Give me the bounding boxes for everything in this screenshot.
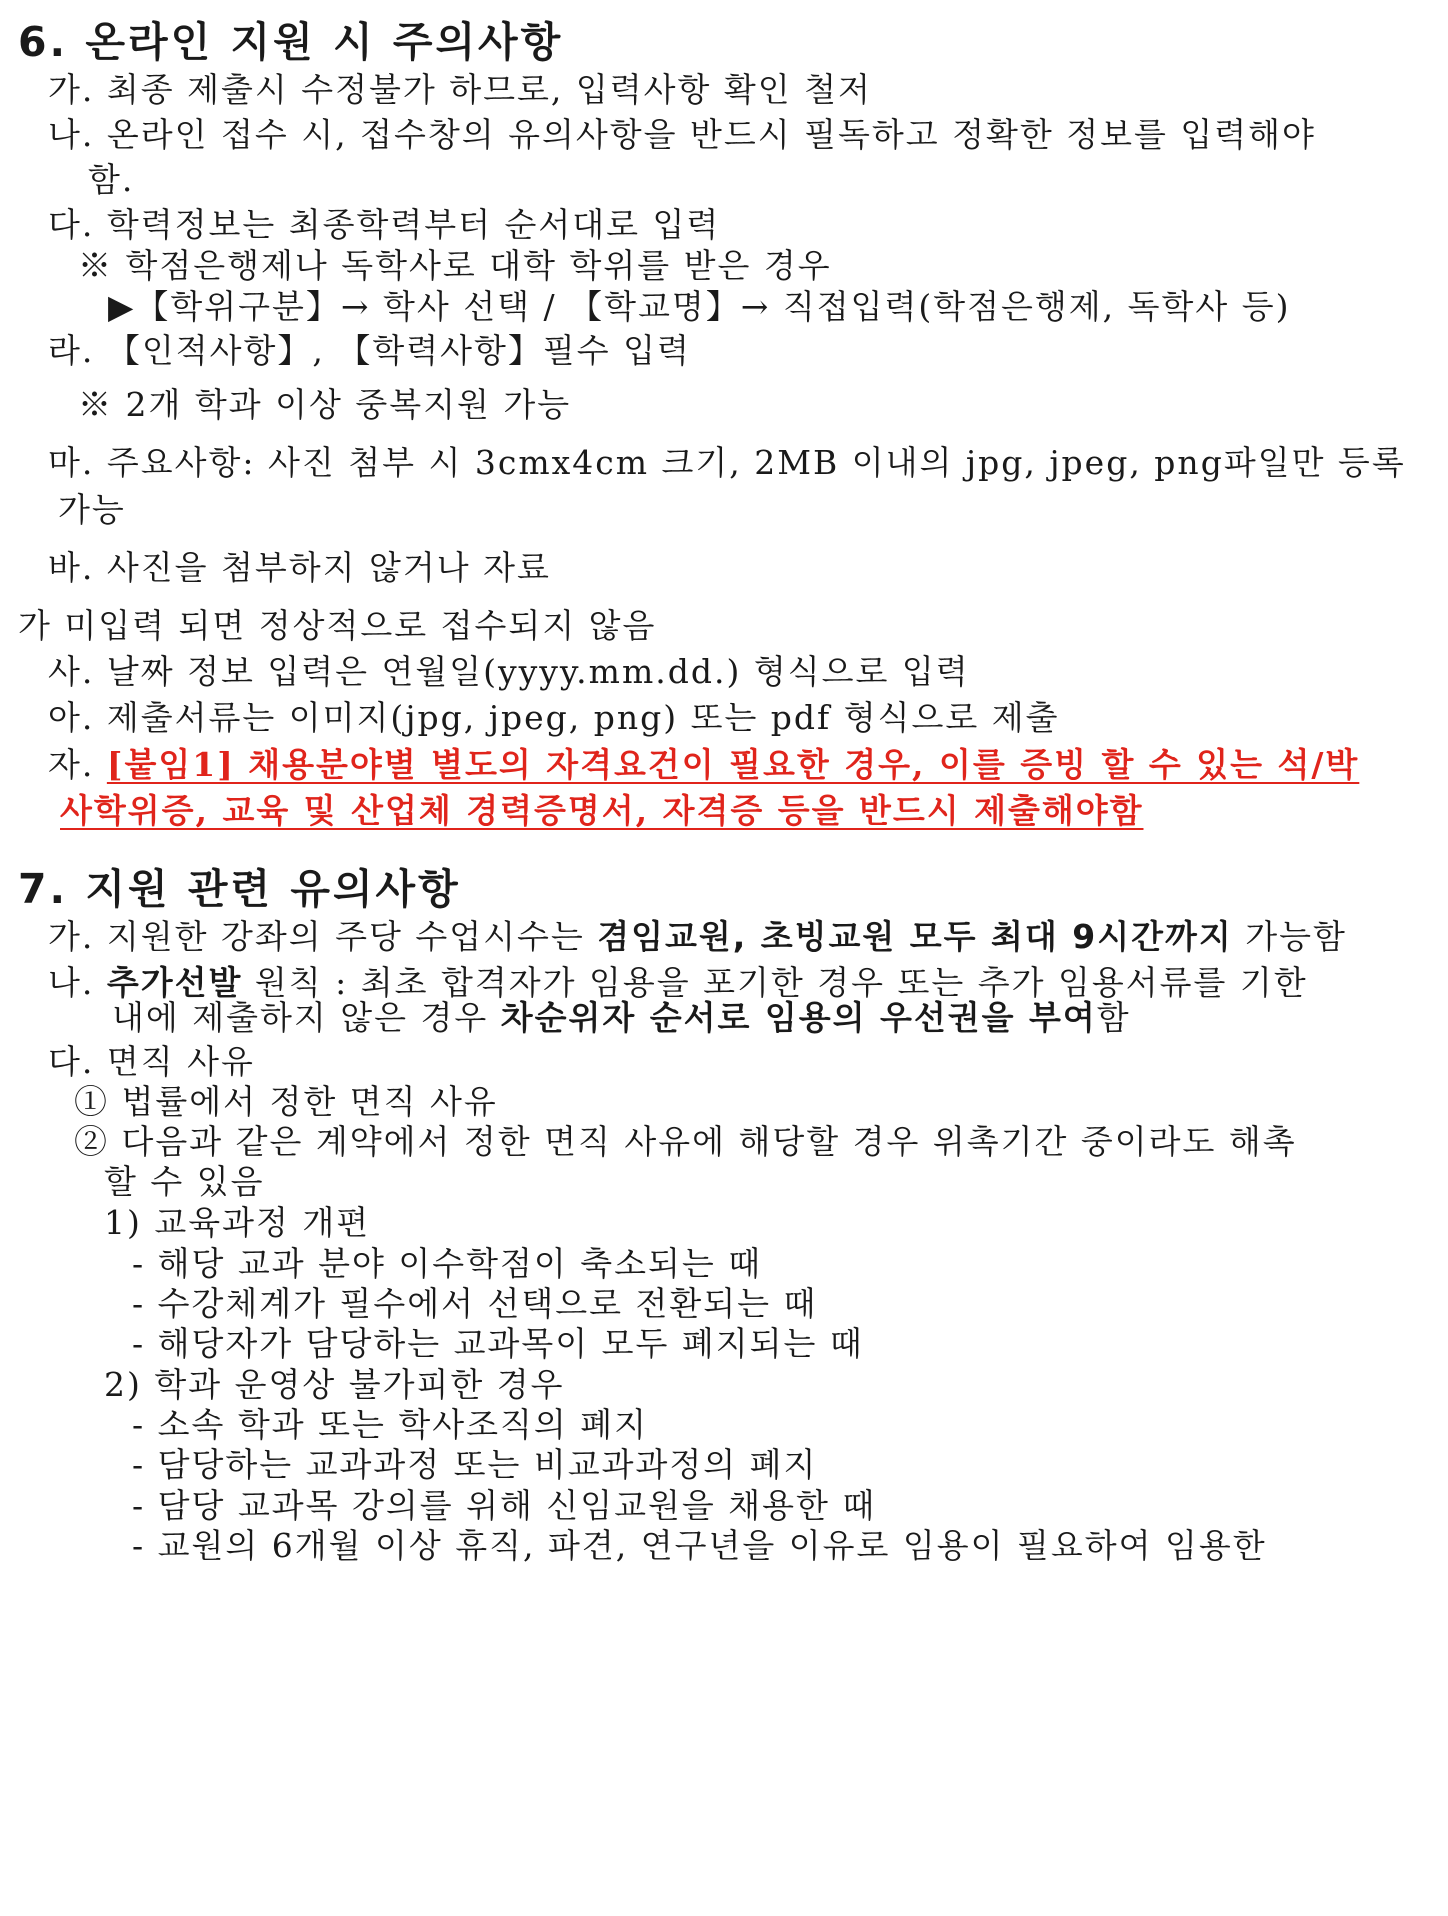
item-ra-note: ※ 2개 학과 이상 중복지원 가능 [78, 385, 572, 424]
section-6-title: 6. 온라인 지원 시 주의사항 [18, 18, 564, 66]
s7-sub1-a: - 해당 교과 분야 이수학점이 축소되는 때 [132, 1244, 763, 1283]
item-ra: 라. 【인적사항】, 【학력사항】필수 입력 [48, 331, 691, 370]
s7-sub2-b: - 담당하는 교과과정 또는 비교과과정의 폐지 [132, 1445, 818, 1484]
s7-sub1-b: - 수강체계가 필수에서 선택으로 전환되는 때 [132, 1284, 818, 1323]
s7-item-da: 다. 면직 사유 [48, 1042, 255, 1081]
item-ga: 가. 최종 제출시 수정불가 하므로, 입력사항 확인 철저 [48, 70, 872, 109]
s7-ga-bold: 겸임교원, 초빙교원 모두 최대 9시간까지 [597, 917, 1233, 956]
s7-sub1-c: - 해당자가 담당하는 교과목이 모두 폐지되는 때 [132, 1324, 864, 1363]
item-ba-line1: 바. 사진을 첨부하지 않거나 자료 [48, 548, 551, 587]
s7-na2-bold: 차순위자 순서로 임용의 우선권을 부여 [500, 998, 1097, 1037]
item-ma-line2: 가능 [58, 490, 126, 529]
s7-ga-tail: 가능함 [1232, 917, 1347, 956]
item-ja-highlight-2: 사학위증, 교육 및 산업체 경력증명서, 자격증 등을 반드시 제출해야함 [60, 791, 1144, 830]
item-ja-highlight-1: [붙임1] 채용분야별 별도의 자격요건이 필요한 경우, 이를 증빙 할 수 있는 석/박 [106, 745, 1360, 784]
s7-da-2-line1: ② 다음과 같은 계약에서 정한 면직 사유에 해당할 경우 위촉기간 중이라도 해촉 [74, 1122, 1297, 1161]
s7-sub2-title: 2) 학과 운영상 불가피한 경우 [104, 1365, 565, 1404]
s7-sub2-d: - 교원의 6개월 이상 휴직, 파견, 연구년을 이유로 임용이 필요하여 임용한 [132, 1526, 1267, 1565]
item-na-line1: 나. 온라인 접수 시, 접수창의 유의사항을 반드시 필독하고 정확한 정보를 입력해야 [48, 115, 1316, 154]
item-da: 다. 학력정보는 최종학력부터 순서대로 입력 [48, 205, 721, 244]
item-sa: 사. 날짜 정보 입력은 연월일(yyyy.mm.dd.) 형식으로 입력 [48, 652, 970, 691]
item-a: 아. 제출서류는 이미지(jpg, jpeg, png) 또는 pdf 형식으로 제출 [48, 698, 1060, 737]
s7-sub1-title: 1) 교육과정 개편 [104, 1203, 371, 1242]
s7-na2-text: 내에 제출하지 않은 경우 [112, 998, 501, 1037]
s7-da-2-line2: 할 수 있음 [104, 1162, 265, 1201]
item-da-note: ※ 학점은행제나 독학사로 대학 학위를 받은 경우 [78, 246, 832, 285]
s7-na2-tail: 함 [1096, 998, 1131, 1037]
s7-item-ga [48, 915, 1347, 959]
item-ja-line1 [48, 743, 1359, 787]
section-7-title: 7. 지원 관련 유의사항 [18, 865, 461, 913]
s7-ga-text: 가. 지원한 강좌의 주당 수업시수는 [48, 917, 598, 956]
item-ma-line1: 마. 주요사항: 사진 첨부 시 3cmx4cm 크기, 2MB 이내의 jpg, jpeg, png파일만 등록 [48, 443, 1406, 482]
item-da-note-detail: ▶【학위구분】→ 학사 선택 / 【학교명】→ 직접입력(학점은행제, 독학사 등) [108, 287, 1291, 326]
s7-da-1: ① 법률에서 정한 면직 사유 [74, 1082, 498, 1121]
s7-sub2-c: - 담당 교과목 강의를 위해 신임교원을 채용한 때 [132, 1486, 877, 1525]
s7-item-na-line2 [112, 996, 1131, 1040]
s7-na-bold: 추가선발 [106, 963, 243, 1002]
item-ba-line2: 가 미입력 되면 정상적으로 접수되지 않음 [18, 606, 657, 645]
s7-na-text: 원칙 : 최초 합격자가 임용을 포기한 경우 또는 추가 임용서류를 기한 [242, 963, 1308, 1002]
s7-na-prefix: 나. [48, 963, 107, 1002]
item-ja-prefix: 자. [48, 745, 107, 784]
s7-sub2-a: - 소속 학과 또는 학사조직의 폐지 [132, 1405, 649, 1444]
item-ja-line2 [60, 789, 1143, 833]
item-na-line2: 함. [88, 160, 135, 199]
